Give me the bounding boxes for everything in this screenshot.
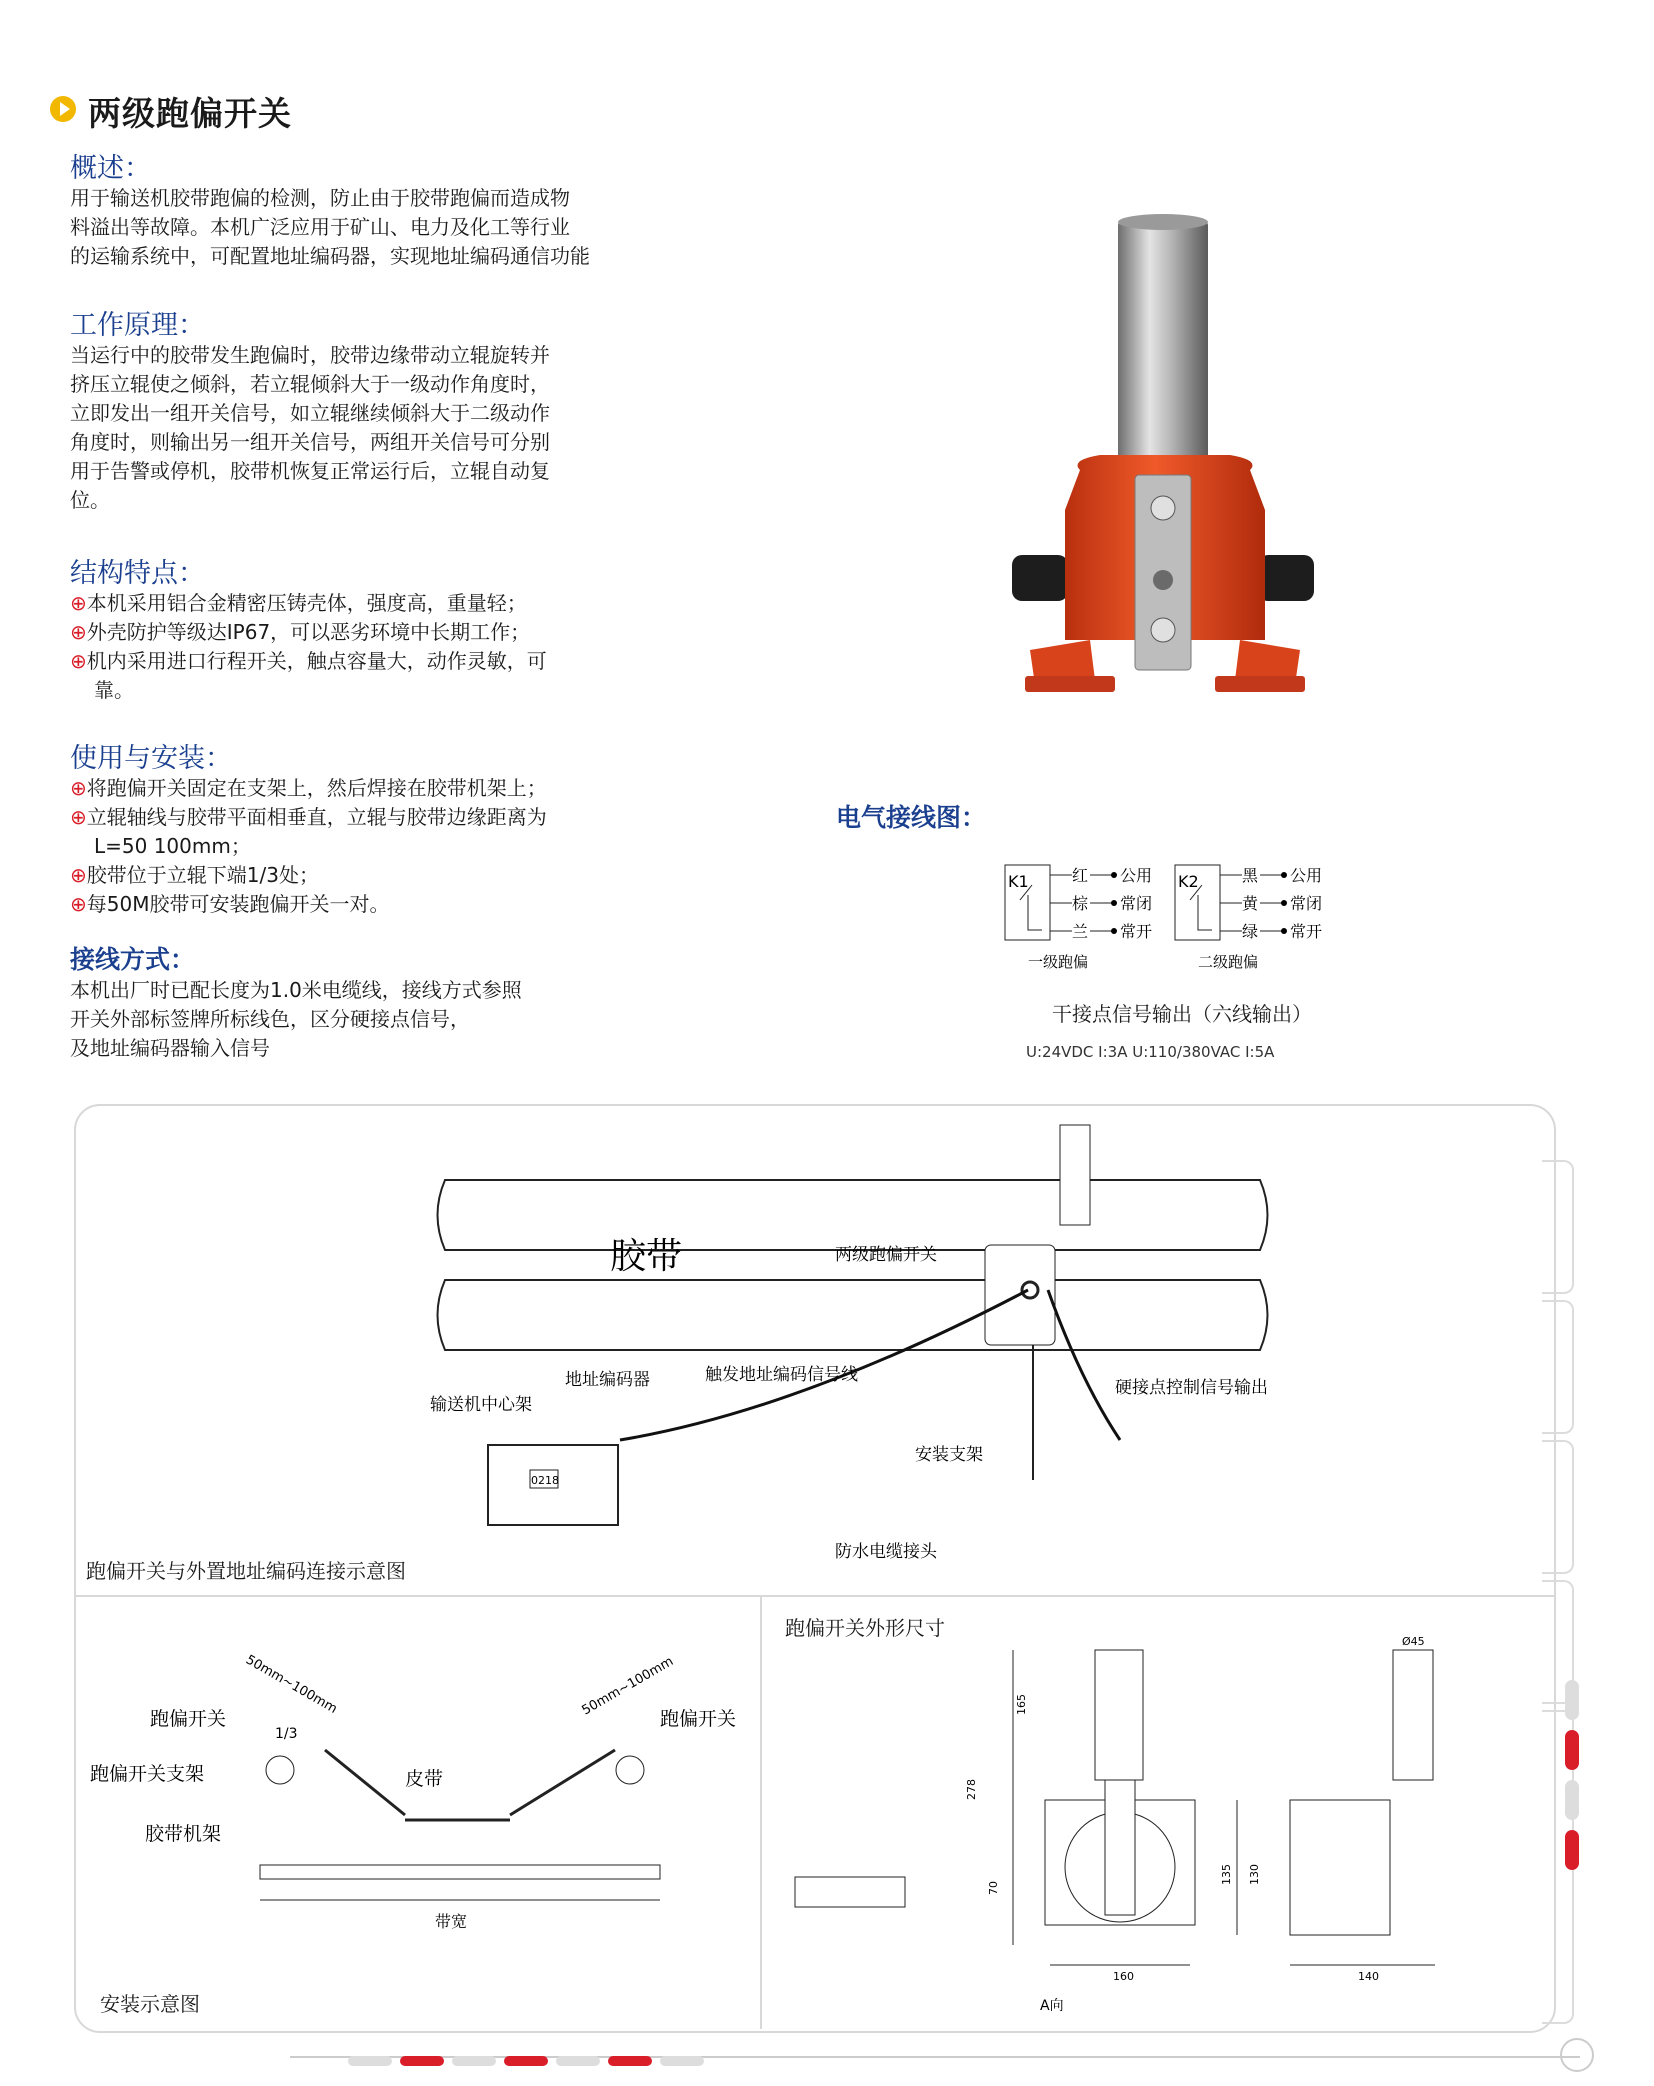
principle-line: 挤压立辊使之倾斜，若立辊倾斜大于一级动作角度时， [70,372,550,396]
belt-upper [438,1180,1268,1250]
k1-term: 常开 [1120,922,1153,941]
switch-icon-left [266,1756,294,1784]
center-frame-label: 输送机中心架 [430,1395,532,1415]
wiring-line: 开关外部标签牌所标线色，区分硬接点信号， [70,1007,470,1031]
list-item: ⊕胶带位于立辊下端1/3处； [70,863,319,887]
switch-icon-right [616,1756,644,1784]
footer-dashes [348,2051,704,2070]
list-item-cont: L=50 100mm； [94,834,251,858]
k1-term: 常闭 [1120,894,1153,913]
overview-line: 用于输送机胶带跑偏的检测，防止由于胶带跑偏而造成物 [70,186,570,210]
divider-horizontal [74,1595,1554,1597]
connection-diagram [400,1120,1340,1560]
principle-line: 位。 [70,488,110,512]
install-diagram [90,1640,750,1970]
k2-label: K2 [1178,872,1199,891]
dist-label-right: 50mm~100mm [579,1654,677,1719]
cable-gland-left [1012,555,1068,601]
connection-caption: 跑偏开关与外置地址编码连接示意图 [86,1559,406,1583]
encoder-code: 0218 [531,1474,559,1487]
side-dash [1565,1730,1579,1770]
dim-135: 135 [1220,1864,1233,1885]
overview-heading: 概述： [70,153,151,184]
side-tabs [1552,1160,1574,2040]
dist-label-left: 50mm~100mm [243,1652,340,1717]
cable-gland-right [1258,555,1314,601]
k2-block [1175,865,1322,971]
k1-label: K1 [1008,872,1029,891]
mount-plate-top [795,1877,905,1907]
dim-165: 165 [1015,1694,1028,1715]
overview-text [70,184,590,271]
belt-label: 胶带 [610,1236,683,1277]
product-photo [1010,210,1330,700]
wiring-text [70,976,522,1063]
install-caption: 安装示意图 [100,1992,200,2016]
output-cable [1048,1290,1120,1440]
side-dash [1565,1830,1579,1870]
overview-line: 的运输系统中，可配置地址编码器，实现地址编码通信功能 [70,244,590,268]
right-idler [510,1750,615,1815]
third-label: 1/3 [275,1726,298,1742]
wiring-line: 本机出厂时已配长度为1.0米电缆线，接线方式参照 [70,978,522,1002]
encoder-label: 地址编码器 [565,1370,650,1390]
conveyor-frame [260,1865,660,1879]
list-item: ⊕立辊轴线与胶带平面相垂直，立辊与胶带边缘距离为 [70,805,547,829]
left-idler [325,1750,405,1815]
k1-wire: 红 [1072,866,1089,885]
overview-line: 料溢出等故障。本机广泛应用于矿山、电力及化工等行业 [70,215,570,239]
wiring-line: 及地址编码器输入信号 [70,1036,270,1060]
k2-wire: 黑 [1242,866,1259,885]
electrical-heading: 电气接线图： [836,803,987,832]
belt-label: 皮带 [405,1768,444,1790]
side-dash [1565,1780,1579,1820]
dim-d45: Ø45 [1402,1635,1425,1648]
principle-text [70,341,550,515]
k1-wire: 棕 [1072,894,1089,913]
k2-term: 常闭 [1290,894,1323,913]
signal-output-label: 干接点信号输出（六线输出） [1052,1002,1312,1026]
k1-term: 公用 [1120,866,1153,885]
principle-line: 当运行中的胶带发生跑偏时，胶带边缘带动立辊旋转并 [70,343,550,367]
usage-heading: 使用与安装： [70,743,232,774]
switch-label: 两级跑偏开关 [835,1245,937,1265]
k2-caption: 二级跑偏 [1198,953,1259,971]
footer-circle [1560,2038,1594,2072]
list-item: ⊕机内采用进口行程开关，触点容量大，动作灵敏，可 [70,649,547,673]
switch-label-left: 跑偏开关 [150,1708,227,1730]
wiring-heading: 接线方式： [70,945,196,974]
hard-output-label: 硬接点控制信号输出 [1115,1378,1268,1398]
dimension-diagram [775,1635,1465,2025]
bracket-label: 跑偏开关支架 [90,1763,205,1785]
list-item: ⊕外壳防护等级达IP67，可以恶劣环境中长期工作； [70,620,531,644]
play-bullet-icon [50,96,76,122]
belt-lower [438,1280,1268,1350]
principle-line: 角度时，则输出另一组开关信号，两组开关信号可分别 [70,430,550,454]
ratings-label: U:24VDC I:3A U:110/380VAC I:5A [1026,1043,1275,1061]
k1-wire: 兰 [1072,922,1089,941]
usage-list [70,774,547,919]
direction-label: A向 [1040,1998,1064,2014]
features-list [70,589,547,705]
k2-wire: 绿 [1242,922,1259,941]
divider-vertical [760,1597,762,2029]
cable-joint-label: 防水电缆接头 [835,1542,937,1560]
list-item: ⊕本机采用铝合金精密压铸壳体，强度高，重量轻； [70,591,527,615]
k2-term: 公用 [1290,866,1323,885]
principle-line: 用于告警或停机，胶带机恢复正常运行后，立辊自动复 [70,459,550,483]
bracket-label: 安装支架 [915,1445,983,1465]
roller-side [1393,1650,1433,1780]
dim-140: 140 [1358,1970,1379,1983]
list-item-cont: 靠。 [94,678,134,702]
k1-block [1005,865,1152,971]
dim-278: 278 [965,1779,978,1800]
side-dash [1565,1680,1579,1720]
k2-wire: 黄 [1242,894,1259,913]
frame-label: 胶带机架 [145,1823,222,1845]
k2-term: 常开 [1290,922,1323,941]
principle-line: 立即发出一组开关信号，如立辊继续倾斜大于二级动作 [70,401,550,425]
principle-heading: 工作原理： [70,310,205,341]
roller-front [1095,1650,1143,1780]
housing-side [1290,1800,1390,1935]
dimension-caption: 跑偏开关外形尺寸 [785,1616,945,1640]
switch-label-right: 跑偏开关 [660,1708,737,1730]
roller-rod [1118,218,1208,488]
trigger-line-label: 触发地址编码信号线 [705,1365,858,1385]
features-heading: 结构特点： [70,558,205,589]
dim-130: 130 [1248,1864,1261,1885]
k1-caption: 一级跑偏 [1028,953,1089,971]
page-title [52,88,292,135]
list-item: ⊕将跑偏开关固定在支架上，然后焊接在胶带机架上； [70,776,547,800]
dim-160: 160 [1113,1970,1134,1983]
width-label: 带宽 [435,1912,468,1931]
roller-icon [1060,1125,1090,1225]
page-title-text: 两级跑偏开关 [88,94,292,133]
dim-70: 70 [987,1881,1000,1895]
list-item: ⊕每50M胶带可安装跑偏开关一对。 [70,892,390,916]
